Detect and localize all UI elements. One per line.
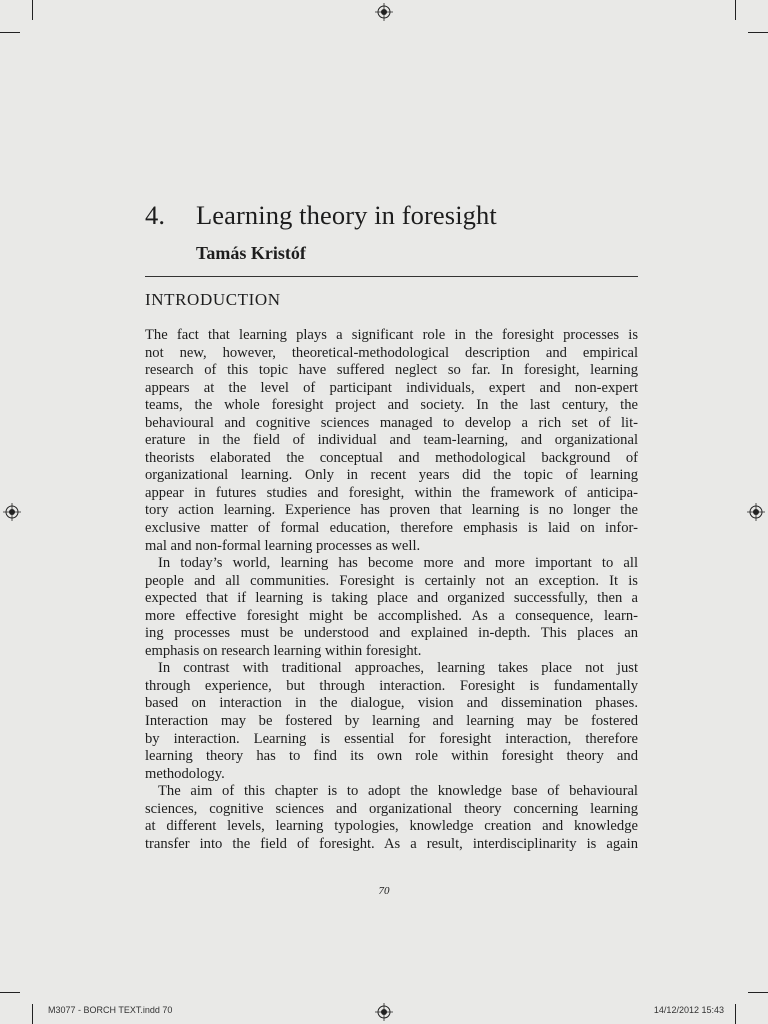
- body-line: not new, however, theoretical-methodological description and empirical: [145, 344, 638, 361]
- body-line: behavioural and cognitive sciences managed to develop a rich set of lit-: [145, 414, 638, 431]
- chapter-heading: [145, 200, 497, 231]
- body-line: research of this topic have suffered neglect so far. In foresight, learning: [145, 362, 638, 379]
- body-line: Interaction may be fostered by learning and learning may be fostered: [145, 713, 638, 730]
- body-text: [145, 327, 638, 853]
- body-line: erature in the field of individual and team-learning, and organizational: [145, 432, 638, 449]
- body-line: In today’s world, learning has become more and more important to all: [158, 555, 638, 572]
- slug-date-info: 14/12/2012 15:43: [653, 1005, 724, 1015]
- chapter-number: 4.: [145, 200, 166, 230]
- crop-mark: [32, 1004, 33, 1024]
- crop-mark: [0, 32, 20, 33]
- body-line: sciences, cognitive sciences and organizational theory concerning learning: [145, 800, 638, 817]
- body-line: people and all communities. Foresight is certainly not an exception. It is: [145, 572, 638, 589]
- body-line: learning theory has to find its own role within foresight theory and: [145, 748, 638, 765]
- registration-mark-icon: [747, 503, 765, 521]
- chapter-title: Learning theory in foresight: [196, 200, 497, 230]
- chapter-author: Tamás Kristóf: [196, 243, 306, 263]
- body-line: theorists elaborated the conceptual and methodological background of: [145, 449, 638, 466]
- crop-mark: [0, 992, 20, 993]
- body-line: at different levels, learning typologies, knowledge creation and knowledge: [145, 818, 638, 835]
- registration-mark-icon: [3, 503, 21, 521]
- body-line: through experience, but through interaction. Foresight is fundamentally: [145, 677, 638, 694]
- body-line: by interaction. Learning is essential for foresight interaction, therefore: [145, 730, 638, 747]
- body-line: appear in futures studies and foresight, within the framework of anticipa-: [145, 484, 638, 501]
- body-line: The aim of this chapter is to adopt the knowledge base of behavioural: [158, 783, 638, 800]
- body-line: based on interaction in the dialogue, vision and dissemination phases.: [145, 695, 638, 712]
- heading-rule: [145, 276, 638, 277]
- crop-mark: [748, 992, 768, 993]
- body-line: expected that if learning is taking place and organized successfully, then a: [145, 590, 638, 607]
- body-line: methodology.: [145, 765, 225, 782]
- crop-mark: [735, 1004, 736, 1024]
- body-line: In contrast with traditional approaches, learning takes place not just: [158, 660, 638, 677]
- body-line: tory action learning. Experience has proven that learning is no longer the: [145, 502, 638, 519]
- crop-mark: [32, 0, 33, 20]
- body-line: mal and non-formal learning processes as well.: [145, 537, 421, 554]
- registration-mark-icon: [375, 3, 393, 21]
- crop-mark: [748, 32, 768, 33]
- body-line: The fact that learning plays a significant role in the foresight processes is: [145, 327, 638, 343]
- body-line: ing processes must be understood and explained in-depth. This places an: [145, 625, 638, 642]
- section-heading: INTRODUCTION: [145, 290, 281, 309]
- body-line: appears at the level of participant individuals, expert and non-expert: [145, 379, 638, 396]
- body-line: teams, the whole foresight project and society. In the last century, the: [145, 397, 638, 414]
- body-line: exclusive matter of formal education, therefore emphasis is laid on infor-: [145, 520, 638, 537]
- body-line: transfer into the field of foresight. As a result, interdisciplinarity is again: [145, 835, 638, 852]
- registration-mark-icon: [375, 1003, 393, 1021]
- body-line: emphasis on research learning within foresight.: [145, 642, 422, 659]
- body-line: more effective foresight might be accomplished. As a consequence, learn-: [145, 607, 638, 624]
- slug-file-info: M3077 - BORCH TEXT.indd 70: [48, 1005, 173, 1015]
- page-number: 70: [378, 885, 390, 897]
- crop-mark: [735, 0, 736, 20]
- body-line: organizational learning. Only in recent years did the topic of learning: [145, 467, 638, 484]
